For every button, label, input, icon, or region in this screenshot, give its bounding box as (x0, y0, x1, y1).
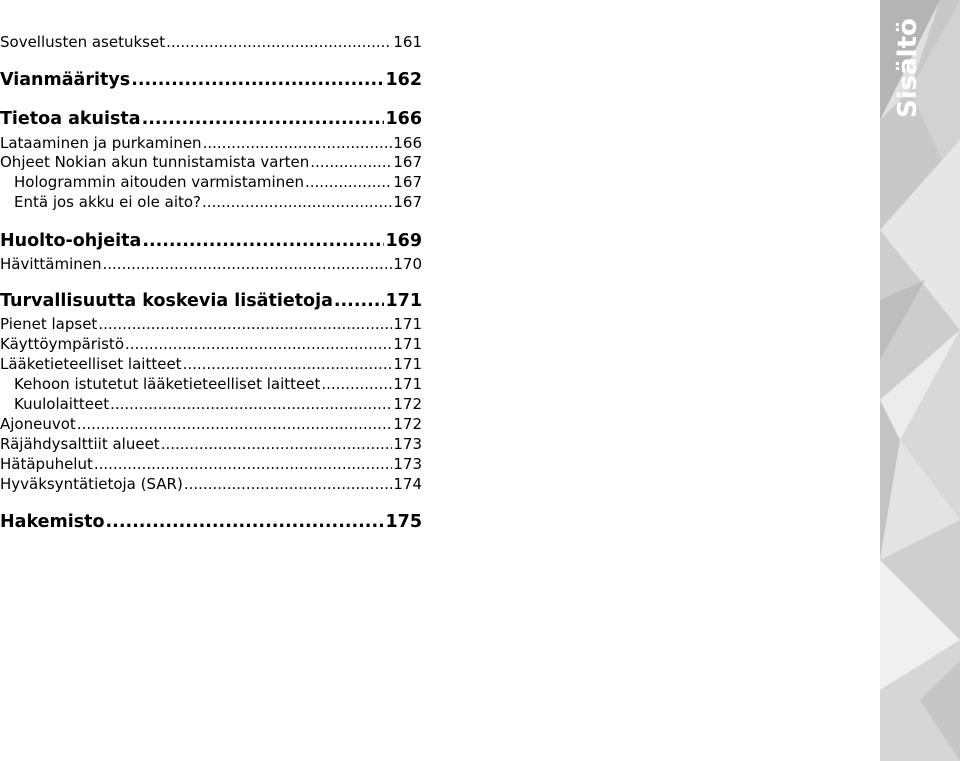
toc-entry-label: Ajoneuvot (0, 415, 76, 433)
toc-entry-label: Sovellusten asetukset (0, 33, 166, 51)
toc-entry-page: 171 (393, 355, 422, 373)
toc-entry-page: 167 (393, 173, 422, 191)
leader-dots (106, 512, 385, 532)
toc-entry-page: 172 (393, 415, 422, 433)
toc-entry[interactable] (0, 193, 422, 211)
toc-entry[interactable] (0, 455, 422, 473)
toc-entry-label: Kehoon istutetut lääketieteelliset laitteet (14, 375, 321, 393)
leader-dots (110, 395, 392, 413)
leader-dots (131, 70, 384, 90)
toc-entry-label: Ohjeet Nokian akun tunnistamista varten (0, 153, 310, 171)
leader-dots (183, 355, 393, 373)
leader-dots (310, 153, 392, 171)
toc-entry[interactable] (0, 231, 422, 251)
toc-entry-page: 166 (393, 134, 422, 152)
toc-entry[interactable] (0, 435, 422, 453)
leader-dots (98, 315, 392, 333)
toc-entry-page: 166 (385, 109, 422, 129)
toc-entry-page: 167 (393, 193, 422, 211)
toc-entry[interactable] (0, 153, 422, 171)
leader-dots (305, 173, 392, 191)
leader-dots (202, 193, 392, 211)
section-title-vertical: Sisältö (893, 18, 923, 118)
toc-entry[interactable] (0, 255, 422, 273)
toc-entry-label: Hävittäminen (0, 255, 102, 273)
toc-entry-page: 172 (393, 395, 422, 413)
toc-entry-page: 171 (385, 291, 422, 311)
toc-entry-label: Tietoa akuista (0, 109, 141, 129)
leader-dots (321, 375, 392, 393)
toc-entry-page: 173 (393, 435, 422, 453)
leader-dots (142, 109, 385, 129)
toc-entry-label: Hakemisto (0, 512, 105, 532)
leader-dots (166, 33, 392, 51)
toc-entry-label: Entä jos akku ei ole aito? (14, 193, 202, 211)
toc-entry[interactable] (0, 173, 422, 191)
toc-entry[interactable] (0, 70, 422, 90)
toc-entry[interactable] (0, 291, 422, 311)
leader-dots (203, 134, 393, 152)
leader-dots (103, 255, 393, 273)
toc-entry[interactable] (0, 335, 422, 353)
toc-entry[interactable] (0, 134, 422, 152)
toc-entry-page: 162 (385, 70, 422, 90)
toc-entry-label: Hätäpuhelut (0, 455, 93, 473)
toc-entry-page: 173 (393, 455, 422, 473)
toc-entry-label: Turvallisuutta koskevia lisätietoja (0, 291, 333, 311)
toc-entry-page: 174 (393, 475, 422, 493)
toc-entry[interactable] (0, 355, 422, 373)
toc-entry-label: Lääketieteelliset laitteet (0, 355, 182, 373)
leader-dots (77, 415, 393, 433)
toc-entry-label: Räjähdysalttiit alueet (0, 435, 160, 453)
leader-dots (142, 231, 384, 251)
leader-dots (334, 291, 385, 311)
toc-entry[interactable] (0, 475, 422, 493)
toc-entry[interactable] (0, 375, 422, 393)
toc-entry-page: 171 (393, 315, 422, 333)
toc-entry-page: 171 (393, 375, 422, 393)
toc-entry-label: Vianmääritys (0, 70, 131, 90)
toc-entry-page: 161 (393, 33, 422, 51)
toc-entry[interactable] (0, 512, 422, 532)
toc-entry[interactable] (0, 415, 422, 433)
toc-entry[interactable] (0, 109, 422, 129)
toc-entry-label: Huolto-ohjeita (0, 231, 142, 251)
toc-entry-label: Pienet lapset (0, 315, 98, 333)
toc-entry[interactable] (0, 33, 422, 51)
toc-entry-page: 170 (393, 255, 422, 273)
toc-entry-label: Käyttöympäristö (0, 335, 124, 353)
toc-entry[interactable] (0, 395, 422, 413)
toc-entry-page: 171 (393, 335, 422, 353)
toc-entry-label: Lataaminen ja purkaminen (0, 134, 202, 152)
toc-entry-label: Hologrammin aitouden varmistaminen (14, 173, 304, 191)
leader-dots (94, 455, 392, 473)
leader-dots (184, 475, 393, 493)
toc-entry-page: 169 (385, 231, 422, 251)
toc-entry-label: Kuulolaitteet (14, 395, 110, 413)
toc-entry-page: 175 (385, 512, 422, 532)
toc-entry-label: Hyväksyntätietoja (SAR) (0, 475, 183, 493)
leader-dots (161, 435, 393, 453)
toc-entry-page: 167 (393, 153, 422, 171)
leader-dots (125, 335, 392, 353)
toc-entry[interactable] (0, 315, 422, 333)
